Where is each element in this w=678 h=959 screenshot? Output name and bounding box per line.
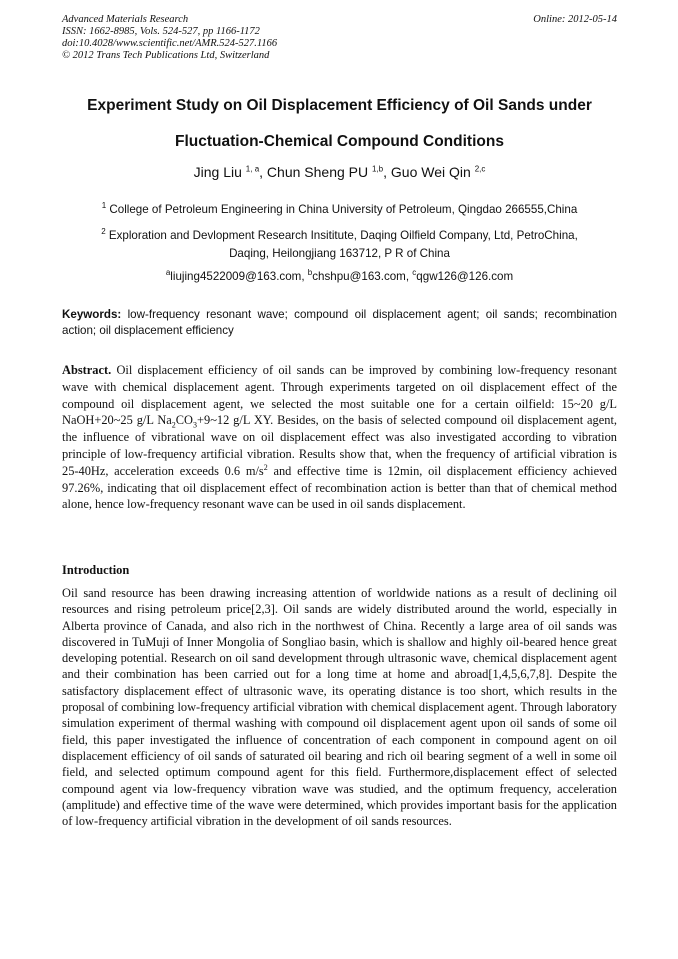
keywords-text: low-frequency resonant wave; compound oil displacement agent; oil sands; recombination action; oil displacement efficiency [62, 308, 617, 337]
paper-title [62, 88, 617, 160]
affiliation-2 [62, 227, 617, 263]
affiliation-number: 1 [101, 201, 107, 211]
page-header [62, 14, 617, 62]
author-affiliation-mark: 1,b [372, 164, 384, 174]
keywords-label: Keywords: [62, 308, 122, 321]
keywords-block [62, 307, 617, 339]
email-mark: a [165, 268, 171, 278]
email-link[interactable]: qgw126@126.com [416, 270, 514, 283]
doi-line: doi:10.4028/www.scientific.net/AMR.524-527.1166 [62, 38, 278, 49]
subscript: 2 [171, 420, 176, 430]
section-heading-introduction: Introduction [62, 563, 130, 577]
issn-line: ISSN: 1662-8985, Vols. 524-527, pp 1166-1172 [62, 26, 260, 37]
author-separator: , [383, 164, 391, 180]
author-name: Chun Sheng PU [266, 164, 369, 180]
email-mark: b [307, 268, 313, 278]
online-date: Online: 2012-05-14 [533, 14, 617, 25]
author-separator: , [259, 164, 267, 180]
abstract-text: +9~12 g/L XY. Besides, on the basis of selected compound oil displacement agent, the influence of vibrational wave on oil displacement effect was also investigated according to vibration principle of low-frequency artificial vibration. Results show that, when the frequency of artificial vibration is 25-40Hz, acceleration exceeds 0.6 m/s [62, 413, 617, 478]
abstract-text: and effective time is 12min, oil displacement efficiency achieved 97.26%, indicating that oil displacement effect of recombination action is better than that of chemical method alone, hence low-frequency resonant wave can be used in oil sands displacement. [62, 463, 617, 512]
author-list [62, 164, 617, 180]
abstract-text: CO [175, 413, 194, 428]
copyright-line: © 2012 Trans Tech Publications Ltd, Switzerland [62, 50, 270, 61]
email-link[interactable]: liujing4522009@163.com, [170, 270, 308, 283]
abstract-text: Oil displacement efficiency of oil sands can be improved by combining low-frequency resonant wave with chemical displacement agent. Through experiments targeted on oil displacement effect of the compound oil displacement agent, we selected the most suitable one for a certain oilfield: 15~20 g/L NaOH+20~25 g/L Na [62, 363, 617, 428]
email-mark: c [412, 268, 417, 278]
title-line-2: Fluctuation-Chemical Compound Conditions [175, 133, 504, 150]
email-link[interactable]: chshpu@163.com, [312, 270, 413, 283]
author-affiliation-mark: 2,c [474, 164, 486, 174]
abstract-label: Abstract. [62, 363, 112, 377]
superscript: 2 [263, 462, 268, 472]
affiliation-text-line-2: Daqing, Heilongjiang 163712, P R of China [229, 247, 450, 260]
affiliation-text: College of Petroleum Engineering in China University of Petroleum, Qingdao 266555,China [109, 203, 578, 216]
author-affiliation-mark: 1, a [245, 164, 260, 174]
affiliation-1 [62, 201, 617, 219]
title-line-1: Experiment Study on Oil Displacement Efficiency of Oil Sands under [87, 97, 592, 114]
author-name: Guo Wei Qin [390, 164, 471, 180]
author-name: Jing Liu [193, 164, 242, 180]
abstract-block [62, 362, 617, 513]
journal-name: Advanced Materials Research [62, 14, 189, 25]
subscript: 3 [193, 420, 198, 430]
introduction-paragraph: Oil sand resource has been drawing increasing attention of worldwide nations as a result of declining oil resources and rising petroleum price[2,3]. Oil sands are widely distributed around the world, especially in Alberta province of Canada, and also rich in the northwest of China. Recently a large area of oil sands was discovered in TuMuji of Inner Mongolia of Songliao basin, which is shallow and highly oil-beared hence great developing potential. Research on oil sand development through ultrasonic wave, chemical displacement agent and their combination has been carried out for a long time at home and abroad[1,4,5,6,7,8]. Despite the satisfactory displacement effect of ultrasonic wave, its operating distance is too short, which results in the proposal of combining low-frequency artificial vibration with chemical displacement agent. Through laboratory simulation experiment of thermal washing with compound oil displacement agent upon oil sands of some oil field, this paper investigated the influence of concentration of each component in compound agent on oil displacement efficiency of oil sands of saturated oil bearing and rich oil bearing segment of a well in some oil field, and selected optimum compound agent for this field. Furthermore,displacement effect of selected compound agent via low-frequency vibration wave was studied, and the optimum frequency, acceleration (amplitude) and effective time of the wave were determined, which provides important basis for the application of low-frequency artificial vibration in the development of oil sands resources. [62, 586, 617, 829]
affiliation-number: 2 [101, 227, 106, 237]
author-emails [62, 268, 617, 286]
affiliation-text: Exploration and Devlopment Research Insititute, Daqing Oilfield Company, Ltd, PetroChina, [108, 229, 578, 242]
